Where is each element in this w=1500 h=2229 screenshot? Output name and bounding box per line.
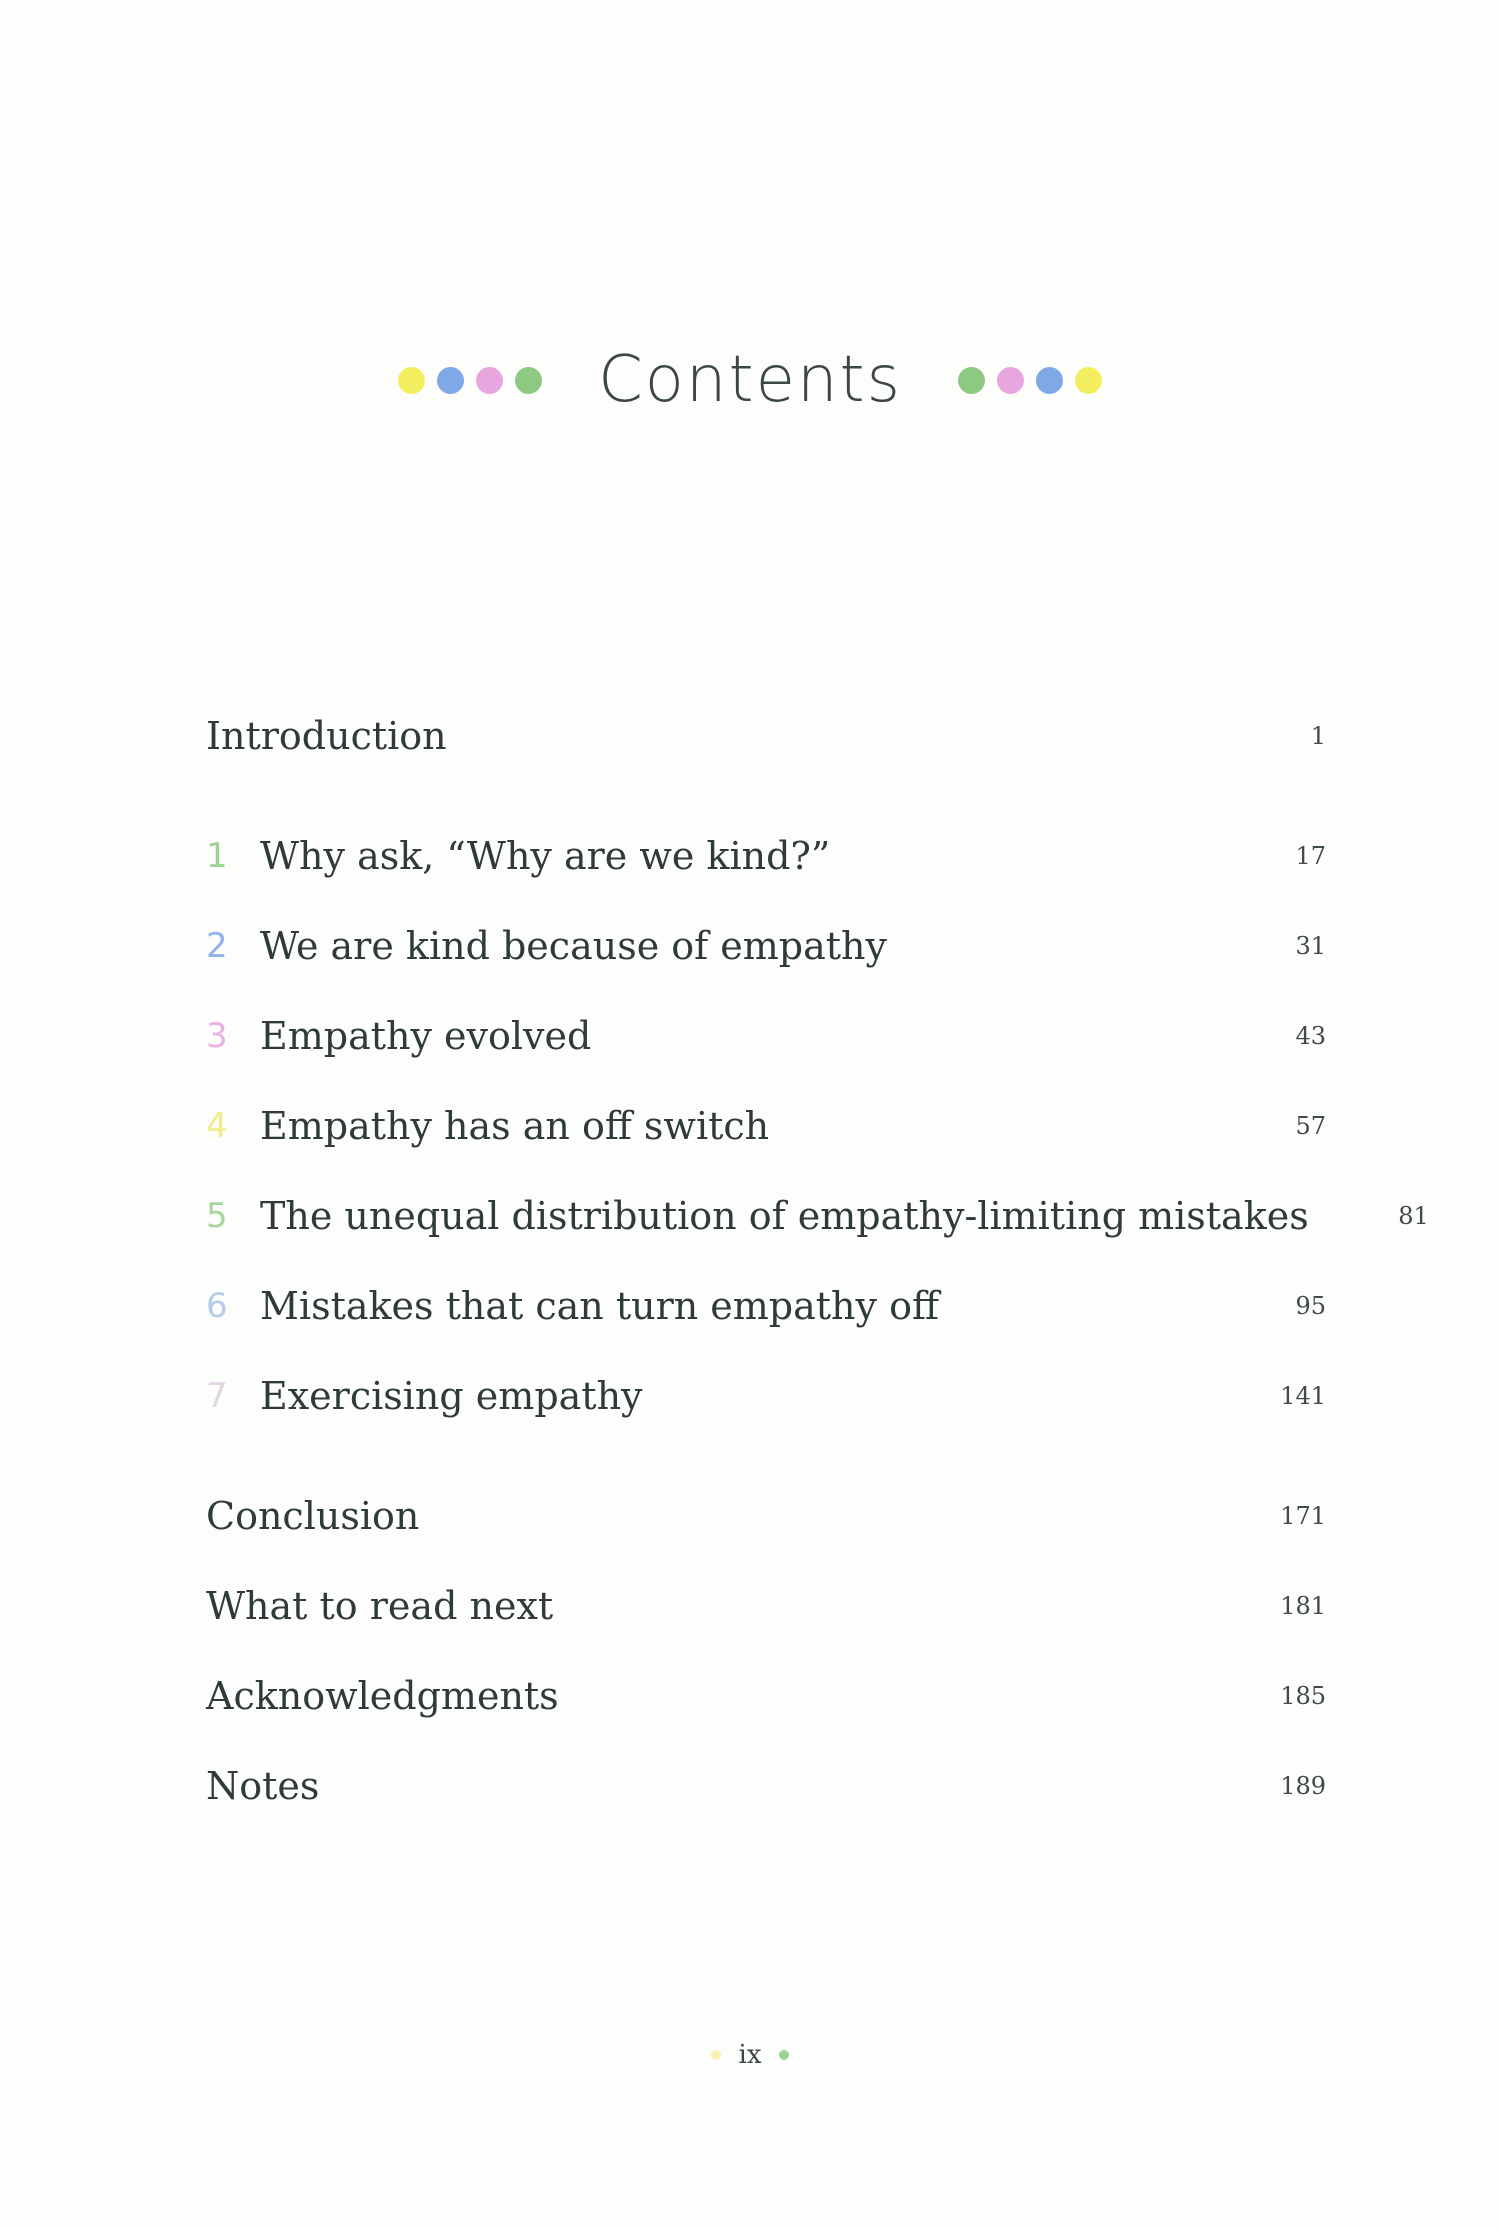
toc-entry-introduction[interactable] — [206, 706, 1326, 766]
toc-entry-label: We are kind because of empathy — [260, 924, 887, 968]
toc-entry-chapter-1[interactable] — [206, 826, 1326, 886]
toc-entry-label: Notes — [206, 1764, 320, 1808]
toc-entry-label: Why ask, “Why are we kind?” — [260, 834, 831, 878]
toc-page-number: 181 — [1280, 1592, 1326, 1620]
blue-dot-icon — [1036, 367, 1063, 394]
toc-entry-chapter-5[interactable] — [206, 1186, 1429, 1246]
chapter-number: 3 — [206, 1016, 228, 1056]
toc-page-number: 1 — [1310, 722, 1326, 750]
toc-entry-notes[interactable] — [206, 1756, 1326, 1816]
chapter-number: 7 — [206, 1376, 228, 1416]
toc-entry-label: Exercising empathy — [260, 1374, 643, 1418]
toc-entry-what-to-read-next[interactable] — [206, 1576, 1326, 1636]
green-dot-icon — [515, 367, 542, 394]
toc-page-number: 185 — [1280, 1682, 1326, 1710]
toc-entry-label: Mistakes that can turn empathy off — [260, 1284, 939, 1328]
yellow-dot-icon — [1075, 367, 1102, 394]
toc-entry-label: What to read next — [206, 1584, 554, 1628]
chapter-number: 1 — [206, 836, 228, 876]
green-dot-icon — [958, 367, 985, 394]
toc-entry-label: Introduction — [206, 714, 447, 758]
toc-page-number: 141 — [1280, 1382, 1326, 1410]
chapter-number: 4 — [206, 1106, 228, 1146]
toc-entry-label: Conclusion — [206, 1494, 420, 1538]
page-title: Contents — [598, 343, 902, 417]
folio-left-dot-icon — [711, 2050, 721, 2060]
chapter-number: 6 — [206, 1286, 228, 1326]
pink-dot-icon — [997, 367, 1024, 394]
toc-entry-label: Acknowledgments — [206, 1674, 559, 1718]
toc-page-number: 57 — [1295, 1112, 1326, 1140]
yellow-dot-icon — [398, 367, 425, 394]
toc-entry-label: The unequal distribution of empathy-limiting mistakes — [260, 1194, 1309, 1238]
toc-entry-chapter-7[interactable] — [206, 1366, 1326, 1426]
toc-entry-chapter-4[interactable] — [206, 1096, 1326, 1156]
right-dot-ornament — [958, 367, 1102, 394]
blue-dot-icon — [437, 367, 464, 394]
page-folio — [0, 2040, 1500, 2070]
toc-page-number: 189 — [1280, 1772, 1326, 1800]
folio-right-dot-icon — [779, 2050, 789, 2060]
toc-page-number: 31 — [1295, 932, 1326, 960]
chapter-number: 5 — [206, 1196, 228, 1236]
toc-page-number: 95 — [1295, 1292, 1326, 1320]
toc-entry-label: Empathy evolved — [260, 1014, 592, 1058]
toc-page-number: 43 — [1295, 1022, 1326, 1050]
title-row — [0, 340, 1500, 420]
chapter-number: 2 — [206, 926, 228, 966]
toc-entry-chapter-6[interactable] — [206, 1276, 1326, 1336]
toc-page-number: 171 — [1280, 1502, 1326, 1530]
folio-number: ix — [738, 2040, 762, 2070]
toc-entry-chapter-3[interactable] — [206, 1006, 1326, 1066]
toc-entry-label: Empathy has an off switch — [260, 1104, 770, 1148]
toc-entry-chapter-2[interactable] — [206, 916, 1326, 976]
left-dot-ornament — [398, 367, 542, 394]
toc-entry-acknowledgments[interactable] — [206, 1666, 1326, 1726]
toc-entry-conclusion[interactable] — [206, 1486, 1326, 1546]
pink-dot-icon — [476, 367, 503, 394]
toc-page-number: 17 — [1295, 842, 1326, 870]
toc-page-number: 81 — [1398, 1202, 1429, 1230]
